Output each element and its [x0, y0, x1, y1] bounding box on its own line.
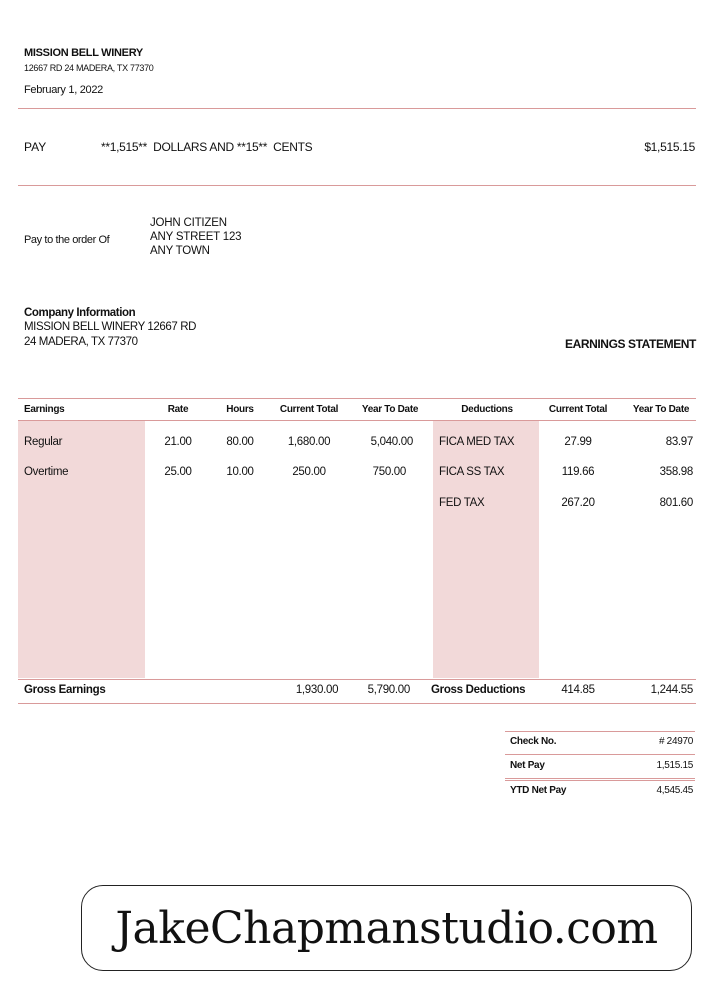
- gross-earnings-current: 1,930.00: [295, 684, 339, 696]
- amount-in-words: **1,515** DOLLARS AND **15** CENTS: [101, 140, 313, 154]
- pay-to-order-label: Pay to the order Of: [24, 234, 110, 246]
- summary-rule: [505, 754, 695, 755]
- earning-hours: 10.00: [226, 466, 254, 478]
- ytd-net-pay-label: YTD Net Pay: [510, 785, 567, 796]
- earnings-column-shade: [18, 421, 145, 678]
- check-amount: $1,515.15: [644, 140, 695, 154]
- pay-label: PAY: [24, 140, 47, 154]
- table-top-rule: [18, 398, 696, 399]
- deduction-current: 267.20: [561, 497, 595, 509]
- deduction-name: FICA SS TAX: [439, 466, 505, 478]
- earning-name: Regular: [24, 436, 63, 448]
- gross-deductions-ytd: 1,244.55: [650, 684, 693, 696]
- earning-current: 250.00: [292, 466, 326, 478]
- table-body-rule: [18, 679, 696, 680]
- col-header-year-to-date: Year To Date: [361, 404, 419, 415]
- earning-name: Overtime: [24, 466, 69, 478]
- statement-title: EARNINGS STATEMENT: [564, 337, 696, 351]
- col-header-rate: Rate: [167, 404, 189, 415]
- ytd-net-pay: 4,545.45: [656, 785, 693, 796]
- net-pay-row: [505, 756, 695, 776]
- earning-ytd: 5,040.00: [370, 436, 413, 448]
- payee-street: ANY STREET 123: [150, 231, 242, 243]
- earning-rate: 21.00: [164, 436, 192, 448]
- gross-deductions-current: 414.85: [561, 684, 595, 696]
- company-info-line: 24 MADERA, TX 77370: [24, 336, 138, 348]
- payee-block: [150, 216, 241, 258]
- check-number-row: [505, 732, 695, 752]
- check-number: # 24970: [658, 736, 693, 747]
- col-header-deductions: Deductions: [461, 404, 513, 415]
- deduction-name: FED TAX: [439, 497, 485, 509]
- payee-town: ANY TOWN: [150, 245, 210, 257]
- earning-hours: 80.00: [226, 436, 254, 448]
- payee-name: JOHN CITIZEN: [150, 217, 227, 229]
- divider: [18, 185, 696, 186]
- col-header-ded-current-total: Current Total: [548, 404, 608, 415]
- company-info-line: MISSION BELL WINERY 12667 RD: [24, 321, 197, 333]
- col-header-earnings: Earnings: [24, 404, 65, 415]
- table-header-rule: [18, 420, 696, 421]
- net-pay: 1,515.15: [656, 760, 693, 771]
- check-date: February 1, 2022: [24, 84, 103, 96]
- deduction-current: 27.99: [564, 436, 592, 448]
- ytd-net-pay-row: [505, 781, 695, 801]
- check-number-label: Check No.: [510, 736, 557, 747]
- table-bottom-rule: [18, 703, 696, 704]
- gross-earnings-label: Gross Earnings: [24, 684, 106, 696]
- deduction-name: FICA MED TAX: [439, 436, 515, 448]
- deduction-ytd: 83.97: [665, 436, 693, 448]
- deduction-current: 119.66: [561, 466, 595, 478]
- net-pay-label: Net Pay: [510, 760, 545, 771]
- col-header-ded-year-to-date: Year To Date: [632, 404, 690, 415]
- watermark-banner: JakeChapmanstudio.com: [81, 885, 692, 971]
- deduction-ytd: 801.60: [659, 497, 693, 509]
- gross-deductions-label: Gross Deductions: [431, 684, 526, 696]
- company-address: 12667 RD 24 MADERA, TX 77370: [24, 63, 154, 73]
- earning-ytd: 750.00: [372, 466, 406, 478]
- divider: [18, 108, 696, 109]
- earning-current: 1,680.00: [287, 436, 331, 448]
- deduction-ytd: 358.98: [659, 466, 693, 478]
- col-header-current-total: Current Total: [279, 404, 339, 415]
- company-name: MISSION BELL WINERY: [24, 47, 143, 59]
- summary-rule: [505, 778, 695, 779]
- col-header-hours: Hours: [226, 404, 254, 415]
- gross-earnings-ytd: 5,790.00: [367, 684, 410, 696]
- deductions-column-shade: [433, 421, 539, 678]
- company-info-heading: Company Information: [24, 307, 136, 319]
- earning-rate: 25.00: [164, 466, 192, 478]
